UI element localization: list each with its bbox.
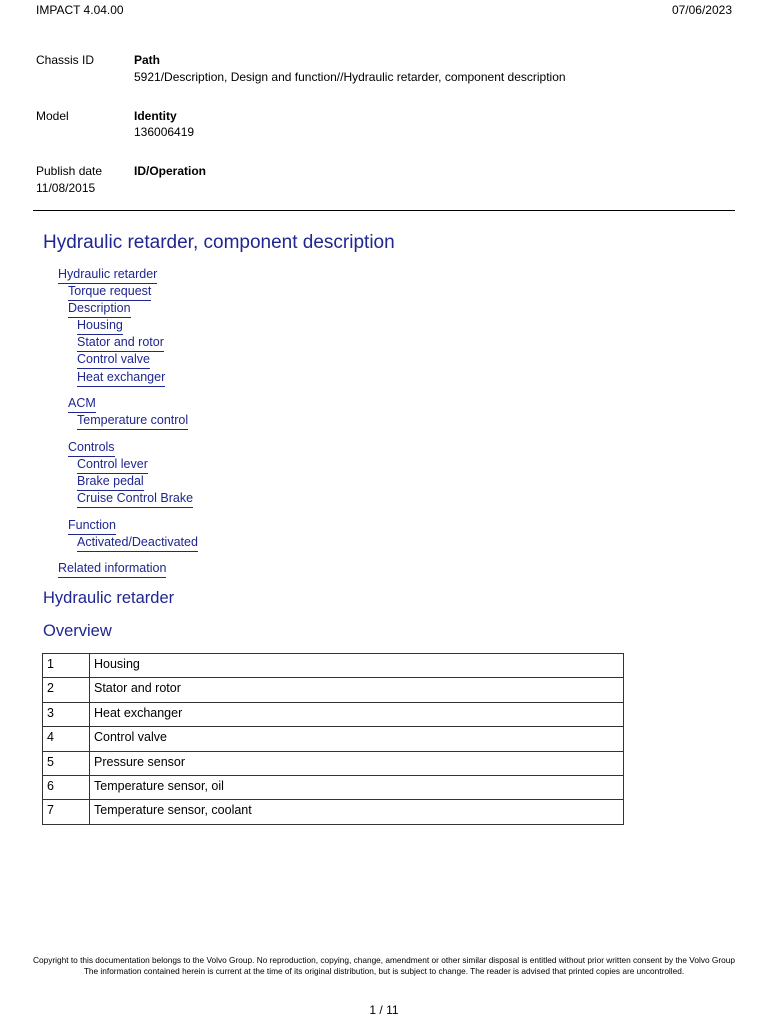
toc-link-housing[interactable]: Housing (77, 318, 123, 335)
row-number: 5 (43, 751, 90, 775)
toc-link-controls[interactable]: Controls (68, 440, 115, 457)
table-row (43, 654, 624, 678)
page-number: 1 / 11 (369, 1003, 399, 1017)
toc-link-torque-request[interactable]: Torque request (68, 284, 151, 301)
toc-link-cruise-control-brake[interactable]: Cruise Control Brake (77, 491, 193, 508)
table-row (43, 751, 624, 775)
row-number: 7 (43, 800, 90, 824)
path-label: Path (134, 53, 161, 67)
toc-link-acm[interactable]: ACM (68, 396, 96, 413)
toc-link-hydraulic-retarder[interactable]: Hydraulic retarder (58, 267, 157, 284)
toc-link-description[interactable]: Description (68, 301, 131, 318)
row-number: 1 (43, 654, 90, 678)
toc-link-related-information[interactable]: Related information (58, 561, 166, 578)
app-version: IMPACT 4.04.00 (36, 3, 124, 17)
header-divider (33, 210, 735, 211)
distribution-notice: The information contained herein is current at the time of its original distribution, but is subject to change. The reader is advised that printed copies are uncontrolled. (83, 966, 685, 976)
row-number: 3 (43, 702, 90, 726)
toc-link-stator-and-rotor[interactable]: Stator and rotor (77, 335, 164, 352)
identity-label: Identity (134, 109, 177, 123)
model-label: Model (36, 109, 69, 123)
row-text: Stator and rotor (90, 678, 624, 702)
row-text: Pressure sensor (90, 751, 624, 775)
toc-link-heat-exchanger[interactable]: Heat exchanger (77, 370, 165, 387)
copyright-notice: Copyright to this documentation belongs to the Volvo Group. No reproduction, copying, change, amendment or other similar disposal is entitled without prior written consent by the Volvo Group (33, 955, 735, 965)
row-number: 6 (43, 775, 90, 799)
id-operation-label: ID/Operation (134, 164, 207, 178)
toc-link-control-valve[interactable]: Control valve (77, 352, 150, 369)
row-text: Temperature sensor, coolant (90, 800, 624, 824)
identity-value: 136006419 (134, 125, 195, 139)
publish-date-value: 11/08/2015 (36, 181, 96, 195)
table-row (43, 702, 624, 726)
print-date: 07/06/2023 (671, 3, 732, 17)
toc-link-activated-deactivated[interactable]: Activated/Deactivated (77, 535, 198, 552)
page-title: Hydraulic retarder, component description (43, 232, 395, 253)
row-number: 4 (43, 727, 90, 751)
row-number: 2 (43, 678, 90, 702)
path-value: 5921/Description, Design and function//Hydraulic retarder, component description (134, 70, 566, 84)
overview-title: Overview (43, 622, 112, 640)
overview-table (42, 653, 624, 825)
chassis-id-label: Chassis ID (36, 53, 95, 67)
table-row (43, 800, 624, 824)
section-title: Hydraulic retarder (43, 589, 175, 607)
toc-link-function[interactable]: Function (68, 518, 116, 535)
toc-link-control-lever[interactable]: Control lever (77, 457, 148, 474)
publish-date-label: Publish date (36, 164, 103, 178)
table-row (43, 775, 624, 799)
row-text: Heat exchanger (90, 702, 624, 726)
toc-link-temperature-control[interactable]: Temperature control (77, 413, 188, 430)
toc-link-brake-pedal[interactable]: Brake pedal (77, 474, 144, 491)
copyright-footer (30, 955, 738, 977)
row-text: Temperature sensor, oil (90, 775, 624, 799)
table-row (43, 727, 624, 751)
row-text: Control valve (90, 727, 624, 751)
row-text: Housing (90, 654, 624, 678)
table-row (43, 678, 624, 702)
